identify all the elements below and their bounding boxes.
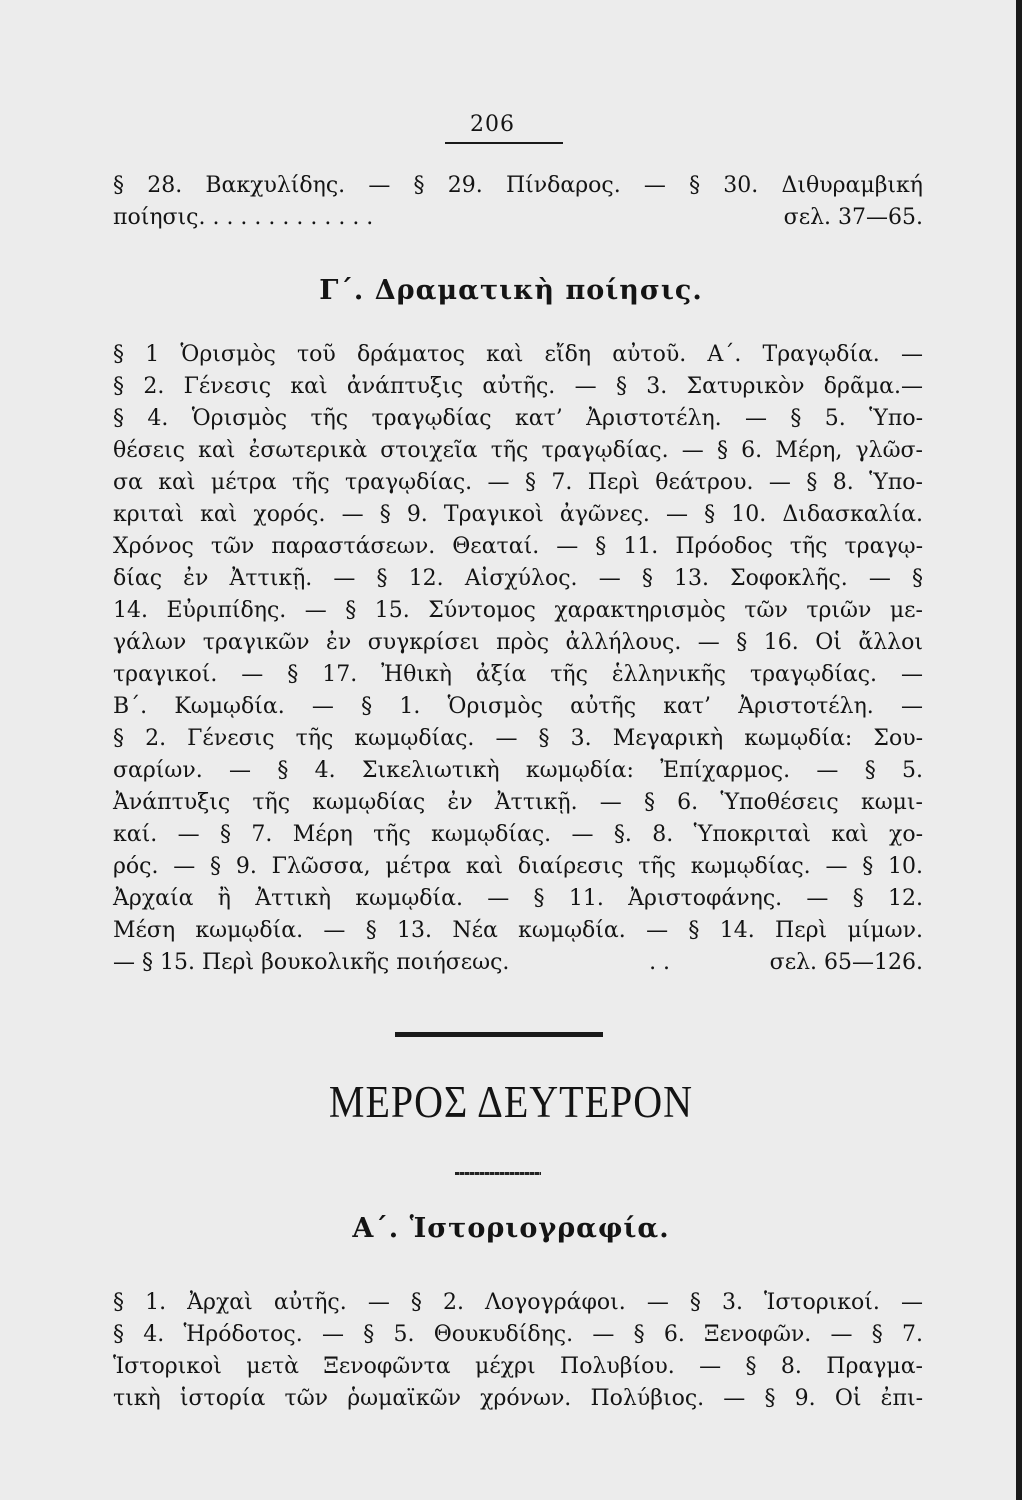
section-gamma-body [113,339,923,979]
text-line: § 4. Ὁρισμὸς τῆς τραγῳδίας κατ’ Ἀριστοτέλη. — § 5. Ὑπο- [113,406,923,431]
part-two-heading: ΜΕΡΟΣ ΔΕΥΤΕΡΟΝ [328,1075,694,1128]
text-line: δίας ἐν Ἀττικῇ. — § 12. Αἰσχύλος. — § 13. Σοφοκλῆς. — § [113,566,923,591]
text-line: Β΄. Κωμῳδία. — § 1. Ὁρισμὸς αὐτῆς κατ’ Ἀριστοτέλη. — [113,694,923,719]
text-line: Ἱστορικοὶ μετὰ Ξενοφῶντα μέχρι Πολυβίου. — § 8. Πραγμα- [113,1354,923,1379]
text-line: 14. Εὐριπίδης. — § 15. Σύντομος χαρακτηρισμὸς τῶν τριῶν με- [113,598,923,623]
text-line: κριταὶ καὶ χορός. — § 9. Τραγικοὶ ἀγῶνες. — § 10. Διδασκαλία. [113,502,923,527]
last-line-right: σελ. 65—126. [769,950,923,975]
intro-block [113,170,923,234]
text-line: § 4. Ἡρόδοτος. — § 5. Θουκυδίδης. — § 6. Ξενοφῶν. — § 7. [113,1322,923,1347]
page-edge-shadow [1016,0,1022,1500]
intro-line-2-right: σελ. 37—65. [783,205,923,230]
page-number: 206 [470,112,515,137]
section-gamma-last-line [113,947,923,979]
text-line: § 1 Ὁρισμὸς τοῦ δράματος καὶ εἴδη αὐτοῦ. Α΄. Τραγῳδία. — [113,342,923,367]
text-line: θέσεις καὶ ἐσωτερικὰ στοιχεῖα τῆς τραγῳδίας. — § 6. Μέρη, γλῶσ- [113,438,923,463]
part-two-body [113,1287,923,1415]
text-line: § 2. Γένεσις τῆς κωμῳδίας. — § 3. Μεγαρικὴ κωμῳδία: Σου- [113,726,923,751]
text-line: σα καὶ μέτρα τῆς τραγῳδίας. — § 7. Περὶ θεάτρου. — § 8. Ὑπο- [113,470,923,495]
last-line-dots: . . [649,950,671,975]
text-line: Ἀνάπτυξις τῆς κωμῳδίας ἐν Ἀττικῇ. — § 6. Ὑποθέσεις κωμι- [113,790,923,815]
text-line: καί. — § 7. Μέρη τῆς κωμῳδίας. — §. 8. Ὑποκριταὶ καὶ χο- [113,822,923,847]
text-line: Μέση κωμῳδία. — § 13. Νέα κωμῳδία. — § 14. Περὶ μίμων. [113,918,923,943]
text-line: ρός. — § 9. Γλῶσσα, μέτρα καὶ διαίρεσις τῆς κωμῳδίας. — § 10. [113,854,923,879]
text-line: σαρίων. — § 4. Σικελιωτικὴ κωμῳδία: Ἐπίχαρμος. — § 5. [113,758,923,783]
text-line: § 1. Ἀρχαὶ αὐτῆς. — § 2. Λογογράφοι. — § 3. Ἱστορικοί. — [113,1290,923,1315]
page-number-rule [445,142,563,144]
intro-line-1: § 28. Βακχυλίδης. — § 29. Πίνδαρος. — § 30. Διθυραμβική [113,173,923,198]
text-line: τικὴ ἱστορία τῶν ῥωμαϊκῶν χρόνων. Πολύβιος. — § 9. Οἱ ἐπι- [113,1386,923,1411]
intro-line-2 [113,202,923,234]
text-line: γάλων τραγικῶν ἐν συγκρίσει πρὸς ἀλλήλους. — § 16. Οἱ ἄλλοι [113,630,923,655]
text-line: § 2. Γένεσις καὶ ἀνάπτυξις αὐτῆς. — § 3. Σατυρικὸν δρᾶμα.— [113,374,923,399]
section-heading-dramatic-poetry: Γ΄. Δραματικὴ ποίησις. [319,275,703,306]
text-line: Ἀρχαία ἢ Ἀττικὴ κωμῳδία. — § 11. Ἀριστοφάνης. — § 12. [113,886,923,911]
last-line-left: — § 15. Περὶ βουκολικῆς ποιήσεως. [113,950,510,975]
text-line: Χρόνος τῶν παραστάσεων. Θεαταί. — § 11. Πρόοδος τῆς τραγῳ- [113,534,923,559]
part-divider-rule [395,1032,603,1037]
text-line: τραγικοί. — § 17. Ἠθικὴ ἀξία τῆς ἑλληνικῆς τραγῳδίας. — [113,662,923,687]
part-ornament-rule [455,1172,541,1175]
section-heading-historiography: Α΄. Ἱστοριογραφία. [352,1213,670,1244]
intro-line-2-left: ποίησις. . . . . . . . . . . . . [113,205,374,230]
